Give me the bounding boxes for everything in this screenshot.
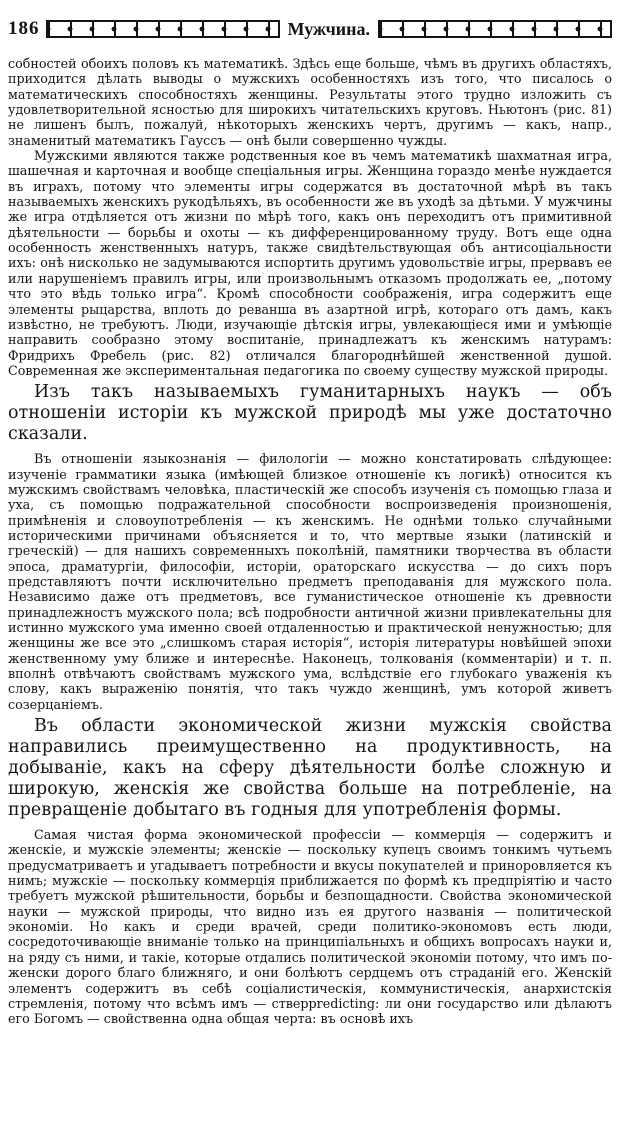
paragraph-commerce: Самая чистая форма экономической профессіи — коммерція — содержитъ и женскіе, и мужскіе элементы; женскіе — поскольку купецъ своимъ тонкимъ чутьемъ предусматриваетъ и угадываетъ потребности и вкусы покупателей и приноровляется къ нимъ; мужскіе — поскольку коммерція приближается по формѣ къ предпріятію и часто требуетъ мужской рѣшительности, борьбы и безпощадности. Свойства экономической науки — мужской природы, что видно изъ ея другого названія — политической экономіи. Но какъ и среди врачей, среди политико-экономовъ есть люди, сосредоточивающіе вниманіе только на принципіальныхъ и общихъ вопросахъ науки и, на ряду съ ними, и такіе, которые отдались политической экономіи потому, что имъ по-женски дорого благо ближняго, и они болѣютъ сердцемъ отъ страданій его. Женскій элементъ содержитъ въ себѣ соціалистическія, коммунистическія, анархистскія стремленія, потому что всѣмъ имъ — стверpredicting: ли они государство или дѣлаютъ его Богомъ — свойственна одна общая черта: въ основѣ ихъ — [8, 827, 612, 1027]
paragraph-economics: Въ области экономической жизни мужскія свойства направились преимущественно на продуктивность, на добываніе, какъ на сферу дѣятельности болѣе сложную и широкую, женскія же свойства больше на потребленіе, на превращеніе добытаго въ годныя для употребленія формы. — [8, 716, 612, 821]
paragraph-philology: Въ отношеніи языкознанія — филологіи — можно констатировать слѣдующее: изученіе грамматики языка (имѣющей близкое отношеніе къ логикѣ) относится къ мужскимъ свойствамъ человѣка, пластическій же способъ изученія съ помощью глаза и уха, съ помощью подражательной способности воспроизведенія произношенія, примѣненія и словоупотребленія — къ женскимъ. Не однѣми только случайными историческими причинами объясняется и то, что мертвые языки (латинскій и греческій) — для нашихъ современныхъ поколѣній, памятники творчества въ области эпоса, драматургіи, философіи, исторіи, ораторскаго искусства — до сихъ поръ представляютъ почти исключительно предметъ преподаванія для мужского пола. Независимо даже отъ предметовъ, все гуманистическое отношеніе къ древности принадлежностъ мужского пола; всѣ подробности античной жизни привлекательны для истинно мужского ума именно своей отдаленностью и практической ненужностью; для женщины же все это „слишкомъ старая исторія“, исторія литературы новѣйшей эпохи женственному уму ближе и интереснѣе. Наконецъ, толкованія (комментаріи) и т. п. вполнѣ отвѣчаютъ свойствамъ мужского ума, вслѣдствіе его глубокаго уваженія къ слову, какъ выраженію понятія, что такъ чуждо женщинѣ, умъ которой живетъ созерцаніемъ. — [8, 451, 612, 712]
running-head — [8, 14, 612, 44]
paragraph-humanities: Изъ такъ называемыхъ гуманитарныхъ наукъ — объ отношеніи исторіи къ мужской природѣ мы уже достаточно сказали. — [8, 382, 612, 445]
ornament-border-left — [46, 20, 280, 38]
page-number: 186 — [8, 18, 40, 39]
paragraph-mathematics: собностей обоихъ половъ къ математикѣ. Здѣсь еще больше, чѣмъ въ другихъ областяхъ, приходится дѣлать выводы о мужскихъ особенностяхъ изъ того, что писалось о математическихъ способностяхъ женщины. Результаты этого трудно изложить съ удовлетворительной ясностью для широкихъ читательскихъ круговъ. Ньютонъ (рис. 81) не лишенъ былъ, пожалуй, нѣкоторыхъ женскихъ чертъ, другимъ — какъ, напр., знаменитый математикъ Гауссъ — онѣ были совершенно чужды. — [8, 56, 612, 148]
ornament-border-right — [378, 20, 612, 38]
running-title: Мужчина. — [287, 18, 371, 39]
paragraph-games: Мужскими являются также родственныя кое въ чемъ математикѣ шахматная игра, шашечная и карточная и вообще спеціальныя игры. Женщина гораздо менѣе нуждается въ играхъ, потому что элементы игры содержатся въ достаточной мѣрѣ въ такъ называемыхъ женскихъ рукодѣльяхъ, въ особенности же въ уходѣ за дѣтьми. У мужчины же игра отдѣляется отъ жизни по мѣрѣ того, какъ онъ переходитъ отъ примитивной дѣятельности — борьбы и охоты — къ дифференцированному труду. Вотъ еще одна особенность женственныхъ натуръ, также свидѣтельствующая объ антисоціальности ихъ: онѣ нисколько не задумываются испортить другимъ удовольствіе игры, прервавъ ее или нарушеніемъ правилъ игры, или произвольнымъ отказомъ продолжать ее, „потому что это вѣдь только игра“. Кромѣ способности соображенія, игра содержитъ еще элементы рыцарства, вплоть до реванша въ азартной игрѣ, котораго отъ дамъ, какъ извѣстно, не требуютъ. Люди, изучающіе дѣтскія игры, увлекающіеся ими и умѣющіе направить сообразно этому воспитаніе, принадлежатъ къ женскимъ натурамъ: Фридрихъ Фребель (рис. 82) отличался благороднѣйшей женственной душой. Современная же экспериментальная педагогика по своему существу мужской природы. — [8, 148, 612, 378]
